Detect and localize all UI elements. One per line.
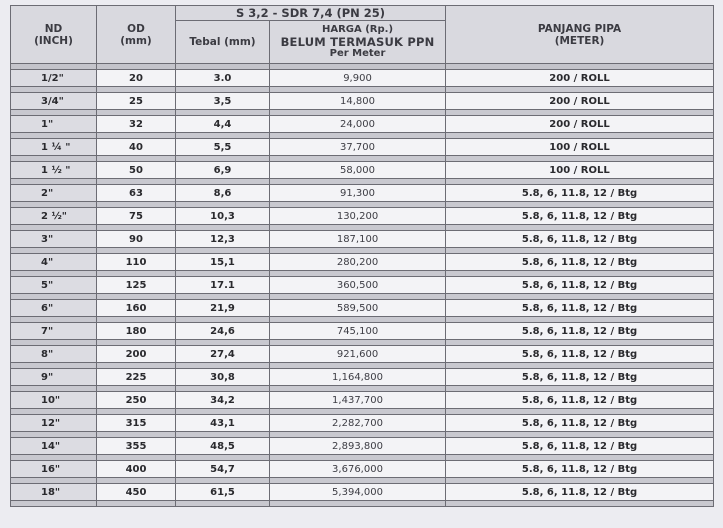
od-cell: 200: [97, 346, 176, 363]
header-group-sdr: S 3,2 - SDR 7,4 (PN 25): [176, 6, 446, 21]
price-cell: 37,700: [270, 139, 446, 156]
length-cell: 5.8, 6, 11.8, 12 / Btg: [446, 300, 714, 317]
od-cell: 450: [97, 484, 176, 501]
table-row: [11, 323, 714, 340]
table-row: [11, 392, 714, 409]
nd-cell: 3/4": [11, 93, 97, 110]
length-cell: 5.8, 6, 11.8, 12 / Btg: [446, 208, 714, 225]
thickness-cell: 5,5: [176, 139, 270, 156]
header-price: HARGA (Rp.) BELUM TERMASUK PPN Per Meter: [270, 21, 446, 64]
price-cell: 1,437,700: [270, 392, 446, 409]
table-row: [11, 70, 714, 87]
row-gap: [11, 501, 714, 507]
table-row: [11, 346, 714, 363]
length-cell: 5.8, 6, 11.8, 12 / Btg: [446, 461, 714, 478]
od-cell: 90: [97, 231, 176, 248]
price-cell: 589,500: [270, 300, 446, 317]
length-cell: 5.8, 6, 11.8, 12 / Btg: [446, 185, 714, 202]
thickness-cell: 21,9: [176, 300, 270, 317]
table-row: [11, 139, 714, 156]
od-cell: 250: [97, 392, 176, 409]
nd-cell: 6": [11, 300, 97, 317]
thickness-cell: 61,5: [176, 484, 270, 501]
length-cell: 200 / ROLL: [446, 70, 714, 87]
price-cell: 24,000: [270, 116, 446, 133]
thickness-cell: 34,2: [176, 392, 270, 409]
thickness-cell: 17.1: [176, 277, 270, 294]
od-cell: 160: [97, 300, 176, 317]
nd-cell: 8": [11, 346, 97, 363]
thickness-cell: 54,7: [176, 461, 270, 478]
length-cell: 5.8, 6, 11.8, 12 / Btg: [446, 438, 714, 455]
od-cell: 25: [97, 93, 176, 110]
nd-cell: 1": [11, 116, 97, 133]
price-cell: 360,500: [270, 277, 446, 294]
nd-cell: 16": [11, 461, 97, 478]
nd-cell: 3": [11, 231, 97, 248]
length-cell: 200 / ROLL: [446, 116, 714, 133]
price-cell: 280,200: [270, 254, 446, 271]
nd-cell: 18": [11, 484, 97, 501]
price-cell: 187,100: [270, 231, 446, 248]
od-cell: 63: [97, 185, 176, 202]
nd-cell: 4": [11, 254, 97, 271]
price-cell: 3,676,000: [270, 461, 446, 478]
thickness-cell: 24,6: [176, 323, 270, 340]
od-cell: 125: [97, 277, 176, 294]
thickness-cell: 43,1: [176, 415, 270, 432]
thickness-cell: 3.0: [176, 70, 270, 87]
table-header: [11, 6, 714, 64]
od-cell: 315: [97, 415, 176, 432]
table-row: [11, 300, 714, 317]
thickness-cell: 4,4: [176, 116, 270, 133]
price-cell: 14,800: [270, 93, 446, 110]
table-row: [11, 254, 714, 271]
table-row: [11, 116, 714, 133]
od-cell: 20: [97, 70, 176, 87]
length-cell: 5.8, 6, 11.8, 12 / Btg: [446, 415, 714, 432]
table-row: [11, 461, 714, 478]
table-row: [11, 277, 714, 294]
thickness-cell: 3,5: [176, 93, 270, 110]
nd-cell: 10": [11, 392, 97, 409]
od-cell: 355: [97, 438, 176, 455]
price-cell: 745,100: [270, 323, 446, 340]
gap-cell: [11, 501, 97, 507]
length-cell: 5.8, 6, 11.8, 12 / Btg: [446, 231, 714, 248]
table-row: [11, 231, 714, 248]
od-cell: 40: [97, 139, 176, 156]
od-cell: 50: [97, 162, 176, 179]
length-cell: 5.8, 6, 11.8, 12 / Btg: [446, 392, 714, 409]
od-cell: 400: [97, 461, 176, 478]
gap-cell: [446, 501, 714, 507]
nd-cell: 1 ½ ": [11, 162, 97, 179]
thickness-cell: 8,6: [176, 185, 270, 202]
table-row: [11, 185, 714, 202]
nd-cell: 14": [11, 438, 97, 455]
gap-cell: [97, 501, 176, 507]
nd-cell: 9": [11, 369, 97, 386]
table-row: [11, 415, 714, 432]
length-cell: 5.8, 6, 11.8, 12 / Btg: [446, 346, 714, 363]
price-cell: 91,300: [270, 185, 446, 202]
nd-cell: 5": [11, 277, 97, 294]
nd-cell: 1 ¼ ": [11, 139, 97, 156]
thickness-cell: 15,1: [176, 254, 270, 271]
length-cell: 5.8, 6, 11.8, 12 / Btg: [446, 484, 714, 501]
od-cell: 225: [97, 369, 176, 386]
gap-cell: [270, 501, 446, 507]
thickness-cell: 30,8: [176, 369, 270, 386]
od-cell: 75: [97, 208, 176, 225]
table-row: [11, 208, 714, 225]
od-cell: 180: [97, 323, 176, 340]
price-cell: 9,900: [270, 70, 446, 87]
table-body: [11, 64, 714, 507]
price-cell: 58,000: [270, 162, 446, 179]
table-row: [11, 438, 714, 455]
price-cell: 1,164,800: [270, 369, 446, 386]
od-cell: 32: [97, 116, 176, 133]
length-cell: 5.8, 6, 11.8, 12 / Btg: [446, 323, 714, 340]
length-cell: 5.8, 6, 11.8, 12 / Btg: [446, 277, 714, 294]
table-row: [11, 369, 714, 386]
length-cell: 100 / ROLL: [446, 162, 714, 179]
table-row: [11, 93, 714, 110]
thickness-cell: 48,5: [176, 438, 270, 455]
table-row: [11, 484, 714, 501]
length-cell: 5.8, 6, 11.8, 12 / Btg: [446, 254, 714, 271]
length-cell: 200 / ROLL: [446, 93, 714, 110]
header-nd: ND (INCH): [11, 6, 97, 64]
price-cell: 921,600: [270, 346, 446, 363]
thickness-cell: 27,4: [176, 346, 270, 363]
length-cell: 5.8, 6, 11.8, 12 / Btg: [446, 369, 714, 386]
thickness-cell: 12,3: [176, 231, 270, 248]
nd-cell: 2 ½": [11, 208, 97, 225]
price-cell: 2,893,800: [270, 438, 446, 455]
nd-cell: 1/2": [11, 70, 97, 87]
nd-cell: 2": [11, 185, 97, 202]
price-cell: 5,394,000: [270, 484, 446, 501]
price-cell: 130,200: [270, 208, 446, 225]
header-od: OD (mm): [97, 6, 176, 64]
price-cell: 2,282,700: [270, 415, 446, 432]
header-thickness: Tebal (mm): [176, 21, 270, 64]
nd-cell: 7": [11, 323, 97, 340]
table-row: [11, 162, 714, 179]
thickness-cell: 10,3: [176, 208, 270, 225]
gap-cell: [176, 501, 270, 507]
header-length: PANJANG PIPA (METER): [446, 6, 714, 64]
length-cell: 100 / ROLL: [446, 139, 714, 156]
nd-cell: 12": [11, 415, 97, 432]
thickness-cell: 6,9: [176, 162, 270, 179]
pipe-price-table: [10, 5, 714, 507]
od-cell: 110: [97, 254, 176, 271]
